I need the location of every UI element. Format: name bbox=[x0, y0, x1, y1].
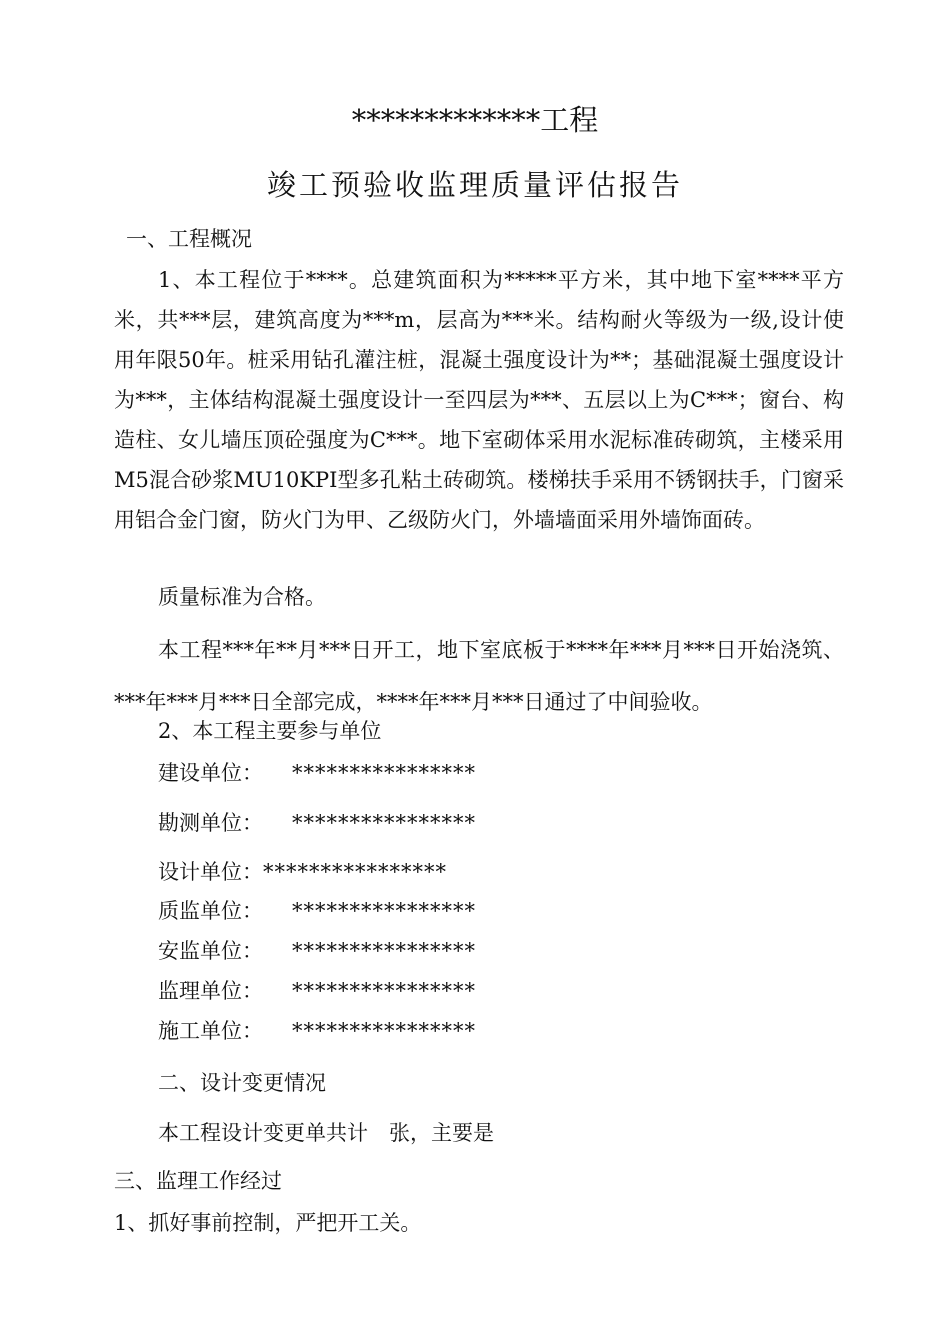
unit-row-survey bbox=[158, 808, 476, 838]
unit-value: **************** bbox=[292, 939, 476, 963]
section-heading-participants: 2、本工程主要参与单位 bbox=[158, 719, 382, 743]
unit-label: 质监单位： bbox=[158, 899, 263, 923]
unit-label: 监理单位： bbox=[158, 979, 263, 1003]
unit-row-quality-supervision bbox=[158, 896, 476, 926]
unit-row-design bbox=[158, 857, 447, 887]
paragraph-schedule: 本工程***年**月***日开工，地下室底板于****年***月***日开始浇筑、***年***月***日全部完成，****年***月***日通过了中间验收。 bbox=[114, 638, 844, 714]
unit-value: **************** bbox=[292, 979, 476, 1003]
section-heading-design-changes: 二、设计变更情况 bbox=[158, 1071, 326, 1095]
unit-value: **************** bbox=[292, 811, 476, 835]
paragraph-project-description: 1、本工程位于****。总建筑面积为*****平方米，其中地下室****平方米，共***层，建筑高度为***m，层高为***米。结构耐火等级为一级,设计使用年限50年。桩采用钻孔灌注桩，混凝土强度设计为**；基础混凝土强度设计为***，主体结构混凝土强度设计一至四层为***、五层以上为C***；窗台、构造柱、女儿墙压顶砼强度为C***。地下室砌体采用水泥标准砖砌筑，主楼采用M5混合砂浆MU10KPI型多孔粘土砖砌筑。楼梯扶手采用不锈钢扶手，门窗采用铝合金门窗，防火门为甲、乙级防火门，外墙墙面采用外墙饰面砖。 bbox=[114, 268, 844, 532]
unit-row-contractor bbox=[158, 1016, 476, 1046]
unit-label: 设计单位： bbox=[158, 860, 263, 884]
section-heading-supervision-process: 三、监理工作经过 bbox=[114, 1169, 282, 1193]
unit-value: **************** bbox=[292, 761, 476, 785]
quality-standard-text: 质量标准为合格。 bbox=[158, 585, 326, 609]
unit-label: 施工单位： bbox=[158, 1019, 263, 1043]
document-title-project: *************工程 bbox=[351, 103, 599, 137]
unit-row-construction bbox=[158, 758, 476, 788]
unit-value: **************** bbox=[263, 860, 447, 884]
unit-row-safety-supervision bbox=[158, 936, 476, 966]
design-change-text: 本工程设计变更单共计 张，主要是 bbox=[158, 1121, 494, 1145]
document-title-report: 竣工预验收监理质量评估报告 bbox=[266, 168, 683, 202]
unit-label: 建设单位： bbox=[158, 761, 263, 785]
section-heading-overview: 一、工程概况 bbox=[126, 227, 252, 251]
unit-label: 安监单位： bbox=[158, 939, 263, 963]
unit-value: **************** bbox=[292, 1019, 476, 1043]
unit-row-supervision bbox=[158, 976, 476, 1006]
supervision-item-1: 1、抓好事前控制，严把开工关。 bbox=[114, 1211, 422, 1235]
unit-value: **************** bbox=[292, 899, 476, 923]
unit-label: 勘测单位： bbox=[158, 811, 263, 835]
